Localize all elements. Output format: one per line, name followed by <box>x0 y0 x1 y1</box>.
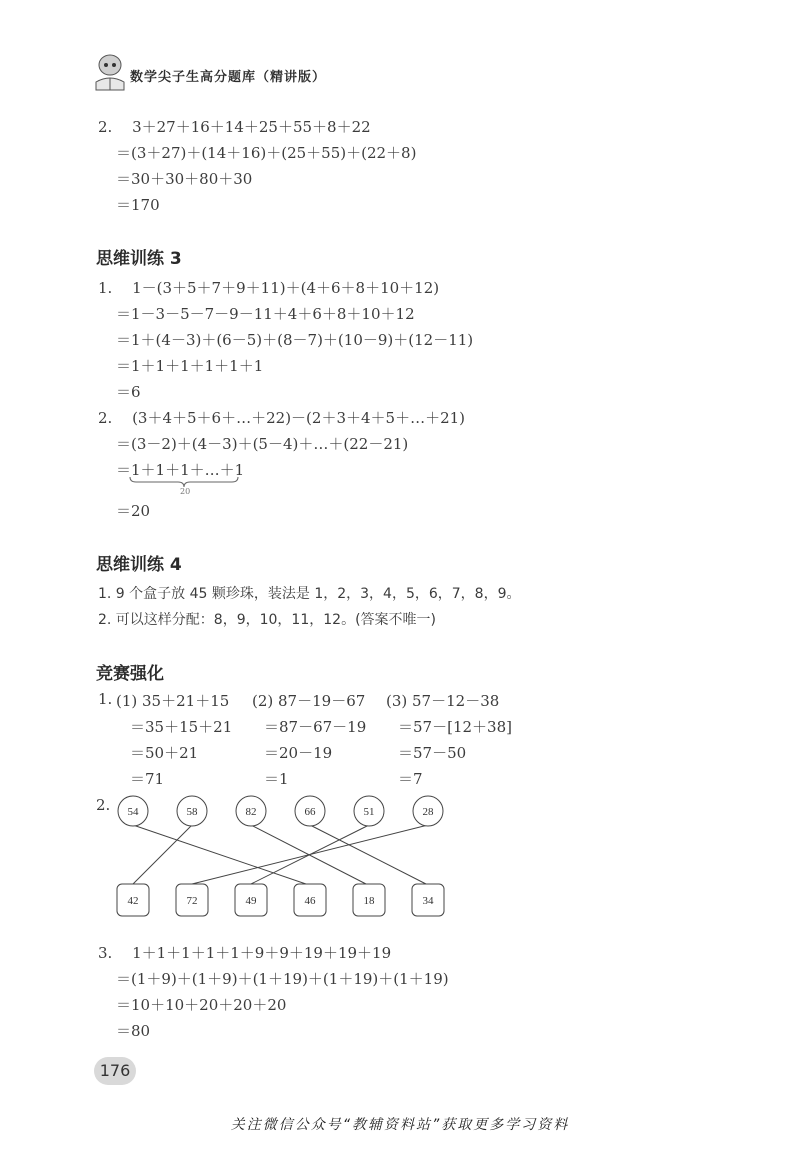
s3-q1-line-1: 1. 1－(3＋5＋7＋9＋11)＋(4＋6＋8＋10＋12) <box>98 279 440 297</box>
comp-q1-col2-line-4: ＝1 <box>264 770 289 788</box>
s3-q1-line-4: ＝1＋1＋1＋1＋1＋1 <box>116 357 264 375</box>
comp-q2-number: 2. <box>96 796 111 814</box>
number-square <box>353 884 385 916</box>
number-square <box>412 884 444 916</box>
number-square <box>294 884 326 916</box>
mascot-logo-icon <box>92 52 128 92</box>
matching-diagram <box>96 790 456 925</box>
book-title: 数学尖子生高分题库（精讲版） <box>130 70 327 85</box>
number-circle <box>295 796 325 826</box>
number-square <box>235 884 267 916</box>
svg-text:72: 72 <box>186 895 198 907</box>
svg-text:51: 51 <box>363 806 375 818</box>
section-heading-competition: 竞赛强化 <box>96 664 164 684</box>
number-circle <box>236 796 266 826</box>
svg-text:82: 82 <box>245 806 257 818</box>
connector-28-72 <box>192 825 428 884</box>
s3-q2-line-3: ＝1＋1＋1＋…＋1 <box>116 461 245 479</box>
comp-q3-line-4: ＝80 <box>116 1022 151 1040</box>
underbrace-count-label: 20 <box>180 487 191 496</box>
number-circle <box>177 796 207 826</box>
comp-q1-number: 1. <box>98 690 113 708</box>
svg-text:58: 58 <box>186 806 198 818</box>
comp-q1-col2-line-2: ＝87－67－19 <box>264 718 367 736</box>
svg-text:46: 46 <box>304 895 316 907</box>
prev-q2-line-4: ＝170 <box>116 196 160 214</box>
comp-q3-line-3: ＝10＋10＋20＋20＋20 <box>116 996 287 1014</box>
number-circle <box>354 796 384 826</box>
connector-54-46 <box>133 825 306 884</box>
prev-q2-line-3: ＝30＋30＋80＋30 <box>116 170 253 188</box>
svg-text:34: 34 <box>422 895 434 907</box>
comp-q1-col3-line-3: ＝57－50 <box>398 744 467 762</box>
svg-text:28: 28 <box>422 806 434 818</box>
comp-q3-line-2: ＝(1＋9)＋(1＋9)＋(1＋19)＋(1＋19)＋(1＋19) <box>116 970 449 988</box>
svg-text:54: 54 <box>127 806 139 818</box>
page-number: 176 <box>99 1061 131 1080</box>
svg-text:66: 66 <box>304 806 316 818</box>
s3-q1-line-5: ＝6 <box>116 383 141 401</box>
comp-q1-col3-line-1: (3) 57－12－38 <box>386 692 500 710</box>
s4-line-2: 2. 可以这样分配：8，9，10，11，12。(答案不唯一) <box>98 612 436 628</box>
s3-q1-line-2: ＝1－3－5－7－9－11＋4＋6＋8＋10＋12 <box>116 305 415 323</box>
number-square <box>176 884 208 916</box>
s3-q1-line-3: ＝1＋(4－3)＋(6－5)＋(8－7)＋(10－9)＋(12－11) <box>116 331 474 349</box>
number-circle <box>118 796 148 826</box>
s3-q2-line-1: 2. (3＋4＋5＋6＋…＋22)－(2＋3＋4＋5＋…＋21) <box>98 409 466 427</box>
connector-58-42 <box>133 825 192 884</box>
number-square <box>117 884 149 916</box>
comp-q1-col1-line-3: ＝50＋21 <box>130 744 199 762</box>
s3-q2-line-4: ＝20 <box>116 502 151 520</box>
section-heading-thinking-3: 思维训练 3 <box>96 249 182 269</box>
svg-text:42: 42 <box>127 895 139 907</box>
comp-q3-line-1: 3. 1＋1＋1＋1＋1＋9＋9＋19＋19＋19 <box>98 944 392 962</box>
comp-q1-col3-line-4: ＝7 <box>398 770 423 788</box>
s3-q2-line-2: ＝(3－2)＋(4－3)＋(5－4)＋…＋(22－21) <box>116 435 409 453</box>
number-circle <box>413 796 443 826</box>
comp-q1-col1-line-2: ＝35＋15＋21 <box>130 718 233 736</box>
comp-q1-col3-line-2: ＝57－[12＋38] <box>398 718 512 736</box>
comp-q1-col2-line-1: (2) 87－19－67 <box>252 692 366 710</box>
comp-q1-col1-line-1: (1) 35＋21＋15 <box>116 692 230 710</box>
svg-text:18: 18 <box>363 895 375 907</box>
comp-q1-col2-line-3: ＝20－19 <box>264 744 333 762</box>
comp-q1-col1-line-4: ＝71 <box>130 770 165 788</box>
prev-q2-line-2: ＝(3＋27)＋(14＋16)＋(25＋55)＋(22＋8) <box>116 144 417 162</box>
footer-notice: 关注微信公众号“教辅资料站”获取更多学习资料 <box>230 1117 570 1133</box>
connector-66-34 <box>310 825 426 884</box>
s4-line-1: 1. 9 个盒子放 45 颗珍珠，装法是 1，2，3，4，5，6，7，8，9。 <box>98 586 521 602</box>
prev-q2-line-1: 2. 3＋27＋16＋14＋25＋55＋8＋22 <box>98 118 371 136</box>
svg-text:49: 49 <box>245 895 257 907</box>
section-heading-thinking-4: 思维训练 4 <box>96 555 182 575</box>
